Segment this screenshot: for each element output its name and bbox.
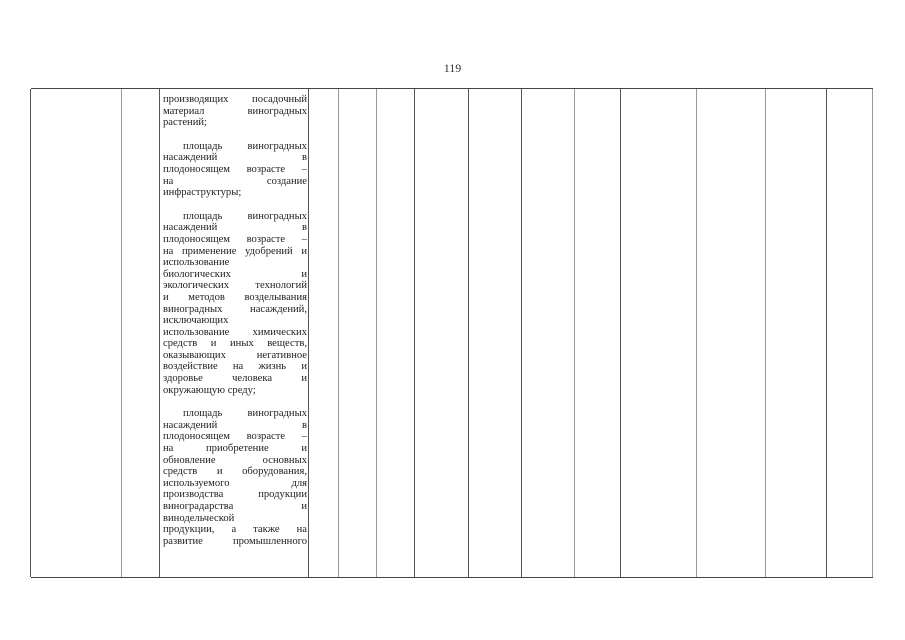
- table-column-border: [30, 89, 31, 577]
- text-line: обновление основных: [163, 454, 307, 466]
- table-column-border: [872, 89, 873, 577]
- table-column-border: [521, 89, 522, 577]
- table-column-border: [826, 89, 827, 577]
- table-column-border: [574, 89, 575, 577]
- text-line: окружающую среду;: [163, 384, 256, 396]
- text-line: виноградных насаждений,: [163, 303, 307, 315]
- text-line: винодельческой: [163, 512, 235, 524]
- text-line: производящих посадочный: [163, 94, 307, 105]
- text-line: плодоносящем возрасте –: [163, 431, 307, 443]
- paragraph-equipment: [163, 408, 307, 547]
- text-line: используемого для: [163, 477, 307, 489]
- text-line: материал виноградных: [163, 105, 307, 117]
- text-line: растений;: [163, 117, 207, 129]
- table-column-border: [338, 89, 339, 577]
- text-line: здоровье человека и: [163, 373, 307, 385]
- text-line: средств и иных веществ,: [163, 338, 307, 350]
- text-line: плодоносящем возрасте –: [163, 163, 307, 175]
- text-line: использование: [163, 257, 230, 269]
- paragraph-infrastructure: [163, 141, 307, 199]
- text-line: насаждений в: [163, 222, 307, 234]
- page-number: 119: [443, 61, 462, 75]
- table-column-border: [376, 89, 377, 577]
- paragraph-planting-material: [163, 94, 307, 129]
- text-line: на применение удобрений и: [163, 245, 307, 257]
- table-column-border: [765, 89, 766, 577]
- text-line: виноградарства и: [163, 501, 307, 512]
- text-line: оказывающих негативное: [163, 349, 307, 361]
- text-line: площадь виноградных: [183, 140, 307, 152]
- text-line: использование химических: [163, 326, 307, 338]
- table-column-border: [414, 89, 415, 577]
- text-line: продукции, а также на: [163, 524, 307, 536]
- text-line: плодоносящем возрасте –: [163, 233, 307, 245]
- text-line: насаждений в: [163, 152, 307, 164]
- table-column-border: [121, 89, 122, 577]
- table-column-border: [308, 89, 309, 577]
- table-column-border: [620, 89, 621, 577]
- description-cell: [163, 94, 307, 559]
- text-line: развитие промышленного: [163, 535, 307, 547]
- text-line: воздействие на жизнь и: [163, 361, 307, 373]
- text-line: на приобретение и: [163, 443, 307, 455]
- text-line: экологических технологий: [163, 280, 307, 292]
- text-line: площадь виноградных: [183, 408, 307, 420]
- data-table: [31, 88, 873, 578]
- text-line: инфраструктуры;: [163, 187, 242, 199]
- text-line: насаждений в: [163, 419, 307, 431]
- table-column-border: [696, 89, 697, 577]
- text-line: средств и оборудования,: [163, 466, 307, 478]
- paragraph-fertilizers: [163, 211, 307, 397]
- table-column-border: [468, 89, 469, 577]
- text-line: биологических и: [163, 268, 307, 280]
- text-line: и методов возделывания: [163, 291, 307, 303]
- text-line: на создание: [163, 175, 307, 187]
- table-column-border: [159, 89, 160, 577]
- text-line: площадь виноградных: [183, 210, 307, 222]
- text-line: исключающих: [163, 315, 229, 327]
- text-line: производства продукции: [163, 489, 307, 501]
